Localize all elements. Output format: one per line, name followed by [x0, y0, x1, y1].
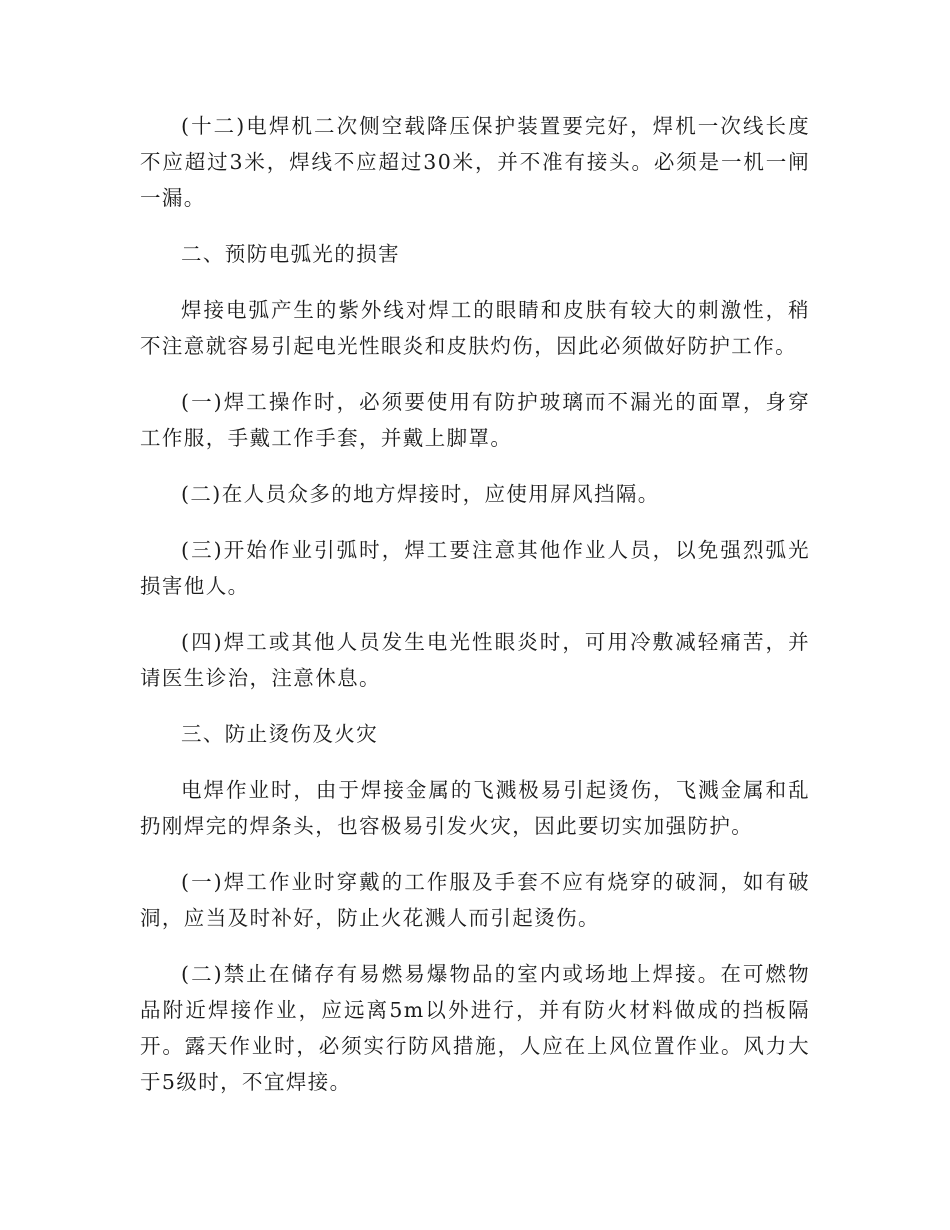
paragraph-arc-item-2: (二)在人员众多的地方焊接时，应使用屏风挡隔。 — [181, 482, 660, 506]
paragraph-welder-voltage-protection: (十二)电焊机二次侧空载降压保护装置要完好，焊机一次线长度不应超过3米，焊线不应超过30米，并不准有接头。必须是一机一闸一漏。 — [140, 114, 810, 210]
paragraph-arc-light-intro: 焊接电弧产生的紫外线对焊工的眼睛和皮肤有较大的刺激性，稍不注意就容易引起电光性眼炎和皮肤灼伤，因此必须做好防护工作。 — [140, 298, 810, 358]
paragraph-burns-item-1: (一)焊工作业时穿戴的工作服及手套不应有烧穿的破洞，如有破洞，应当及时补好，防止火花溅人而引起烫伤。 — [140, 870, 811, 930]
paragraph-burns-intro: 电焊作业时，由于焊接金属的飞溅极易引起烫伤，飞溅金属和乱扔刚焊完的焊条头，也容极易引发火灾，因此要切实加强防护。 — [140, 778, 810, 838]
document-body — [140, 108, 810, 1120]
paragraph-arc-item-3: (三)开始作业引弧时，焊工要注意其他作业人员，以免强烈弧光损害他人。 — [140, 538, 811, 598]
section-heading-burns-fire: 三、防止烫伤及火灾 — [181, 722, 379, 746]
paragraph-burns-item-2: (二)禁止在储存有易燃易爆物品的室内或场地上焊接。在可燃物品附近焊接作业，应远离5m以外进行，并有防火材料做成的挡板隔开。露天作业时，必须实行防风措施，人应在上风位置作业。风力大于5级时，不宜焊接。 — [140, 962, 811, 1094]
paragraph-arc-item-1: (一)焊工操作时，必须要使用有防护玻璃而不漏光的面罩，身穿工作服，手戴工作手套，并戴上脚罩。 — [140, 390, 811, 450]
section-heading-arc-light: 二、预防电弧光的损害 — [181, 242, 400, 266]
paragraph-arc-item-4: (四)焊工或其他人员发生电光性眼炎时，可用冷敷减轻痛苦，并请医生诊治，注意休息。 — [140, 630, 811, 690]
